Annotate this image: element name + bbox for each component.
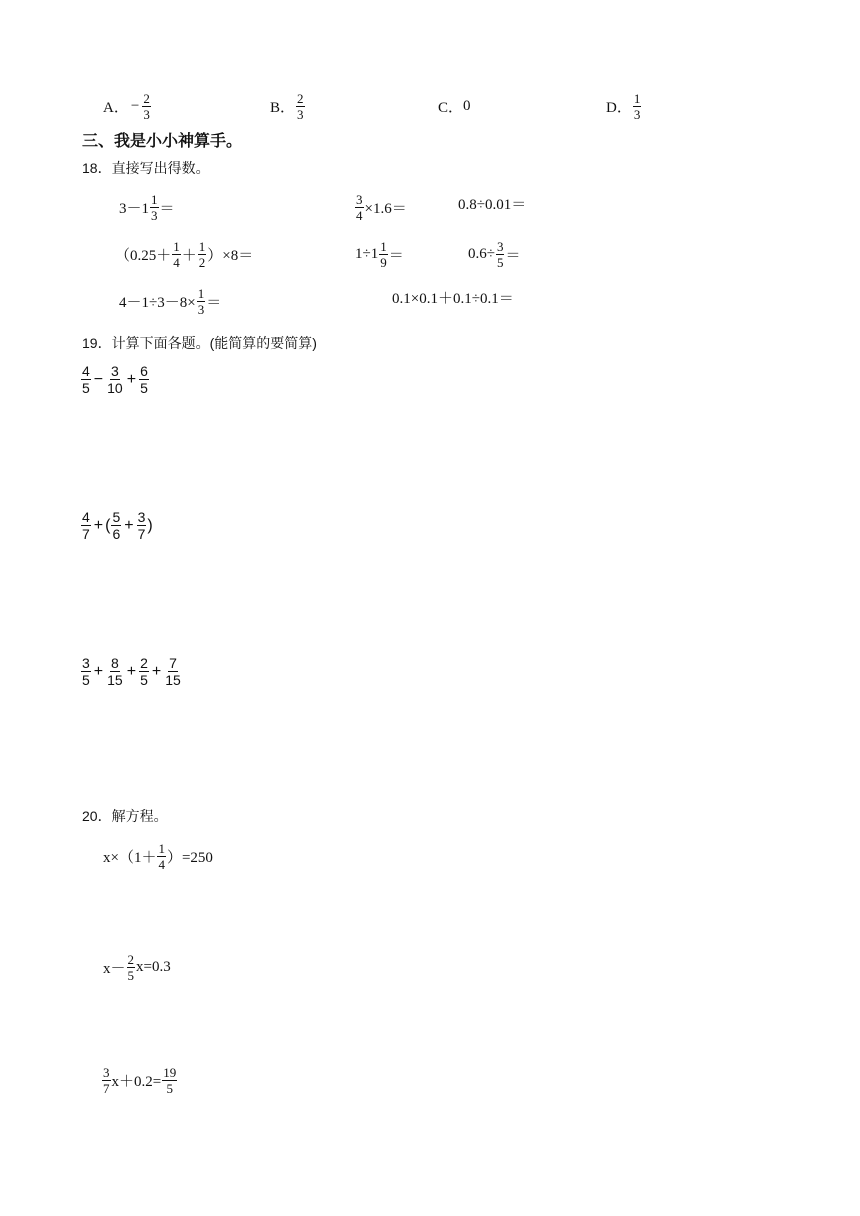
q19-p3-fraction-4 <box>164 656 182 687</box>
q20-equation-1 <box>103 842 213 871</box>
q20-text: 解方程。 <box>111 808 168 824</box>
q20-eq2-num: 2 <box>127 952 135 967</box>
q18-e4-b: ）×8＝ <box>207 248 254 264</box>
q19-p3-d2: 15 <box>107 672 123 688</box>
q19-p1-d3: 5 <box>140 380 148 396</box>
q19-problem-2 <box>80 510 153 541</box>
q18-e4-a: （0.25＋ <box>115 248 172 264</box>
q19-title <box>82 333 317 353</box>
q19-p1-d1: 5 <box>82 380 90 396</box>
q19-number: 19． <box>82 335 112 351</box>
q18-e5-fraction <box>379 240 388 269</box>
q19-p3-n2: 8 <box>111 655 119 671</box>
q18-e6-a: 0.6÷ <box>468 246 495 262</box>
q18-text: 直接写出得数。 <box>111 160 210 176</box>
q18-expr-4 <box>115 240 253 269</box>
q18-e1-b: ＝ <box>159 201 175 217</box>
q19-p3-d4: 15 <box>165 672 181 688</box>
q19-problem-3 <box>80 656 183 687</box>
q18-e8-text: 0.1×0.1＋0.1÷0.1＝ <box>392 291 514 307</box>
q19-p3-fraction-2 <box>106 656 124 687</box>
q18-e7-num: 1 <box>197 286 205 301</box>
q20-eq1-num: 1 <box>158 841 165 856</box>
q18-e4-n2: 1 <box>198 239 206 254</box>
q18-number: 18． <box>82 160 112 176</box>
q18-e2-den: 4 <box>356 208 363 223</box>
q19-p2-d2: 6 <box>112 526 121 542</box>
q18-e4-n1: 1 <box>173 239 180 254</box>
q19-p3-fraction-3 <box>139 656 149 687</box>
q20-eq3-num2: 19 <box>163 1065 177 1080</box>
q20-eq3-den: 7 <box>103 1081 110 1096</box>
q19-p1-fraction-1 <box>81 364 91 395</box>
q19-p1-fraction-3 <box>139 364 149 395</box>
q20-eq2-fraction <box>127 953 136 982</box>
q19-p2-fraction-3 <box>137 510 147 541</box>
option-d-num: 1 <box>633 91 641 106</box>
option-a-fraction <box>142 92 151 121</box>
q19-p3-fraction-1 <box>81 656 91 687</box>
q20-eq2-b: x=0.3 <box>136 959 171 975</box>
q20-eq3-num: 3 <box>103 1065 110 1080</box>
q19-p2-d3: 7 <box>137 526 146 542</box>
q18-expr-2 <box>354 193 407 222</box>
option-a-den: 3 <box>143 107 150 122</box>
q20-eq1-fraction <box>157 842 166 871</box>
q19-p3-n1: 3 <box>82 655 90 671</box>
q18-expr-3 <box>458 193 526 214</box>
option-b-fraction <box>296 92 305 121</box>
q18-e5-a: 1÷1 <box>355 246 379 262</box>
q20-eq3-den2: 5 <box>166 1081 173 1096</box>
option-c-label: C． <box>438 100 464 116</box>
q18-e4-fraction-1 <box>172 240 181 269</box>
option-a-label: A． <box>103 100 129 116</box>
q18-e4-d2: 2 <box>198 255 206 270</box>
q19-p2-n2: 5 <box>112 509 121 525</box>
option-d-den: 3 <box>633 107 641 122</box>
option-b-den: 3 <box>297 107 304 122</box>
q19-p3-op2: + <box>126 662 137 680</box>
q19-p2-d1: 7 <box>82 526 90 542</box>
option-c <box>438 96 471 117</box>
q18-e7-a: 4－1÷3－8× <box>119 295 196 311</box>
q18-expr-7 <box>119 287 221 316</box>
q19-text: 计算下面各题。(能简算的要简算) <box>111 335 317 351</box>
q19-p1-op2: + <box>126 370 137 388</box>
q19-p2-rparen: ) <box>147 516 153 534</box>
option-b-num: 2 <box>297 91 304 106</box>
q19-p2-n3: 3 <box>137 509 146 525</box>
q18-title <box>82 158 210 178</box>
q18-e5-b: ＝ <box>388 248 404 264</box>
q18-e6-den: 5 <box>496 255 504 270</box>
q19-p3-n4: 7 <box>169 655 177 671</box>
q18-expr-8 <box>392 287 514 308</box>
q19-p1-d2: 10 <box>107 380 123 396</box>
q19-p2-op1: + <box>93 516 104 534</box>
q20-number: 20． <box>82 808 112 824</box>
q18-e7-fraction <box>197 287 206 316</box>
option-c-value: 0 <box>463 98 471 114</box>
option-d-label: D． <box>606 100 632 116</box>
q18-e1-a: 3－1 <box>119 201 150 217</box>
q20-title <box>82 806 168 826</box>
q19-p1-fraction-2 <box>106 364 124 395</box>
q18-e1-fraction <box>150 193 159 222</box>
q18-expr-1 <box>119 193 175 222</box>
q18-e4-d1: 4 <box>173 255 180 270</box>
option-a-num: 2 <box>143 91 150 106</box>
q20-eq2-a: x－ <box>103 961 126 977</box>
q19-p1-op1: − <box>93 370 104 388</box>
q19-p2-n1: 4 <box>82 509 90 525</box>
option-d-fraction <box>633 92 642 121</box>
q18-e2-b: ×1.6＝ <box>364 201 407 217</box>
q18-e5-den: 9 <box>380 255 387 270</box>
q18-e6-fraction <box>496 240 505 269</box>
q20-eq1-b: ）=250 <box>166 850 213 866</box>
q19-p2-fraction-2 <box>111 510 121 541</box>
q18-e2-num: 3 <box>356 192 363 207</box>
option-a-sign: − <box>130 98 140 114</box>
option-b <box>270 92 306 121</box>
q18-e7-den: 3 <box>197 302 205 317</box>
q20-eq3-fraction-2 <box>162 1066 177 1095</box>
q19-p1-n1: 4 <box>82 363 90 379</box>
q20-eq3-a: x＋0.2= <box>111 1074 162 1090</box>
q19-p3-op3: + <box>151 662 162 680</box>
section-heading: 三、我是小小神算手。 <box>82 133 243 150</box>
q20-eq3-fraction-1 <box>102 1066 111 1095</box>
q19-p3-d1: 5 <box>82 672 90 688</box>
q19-p3-op1: + <box>93 662 104 680</box>
q20-eq1-a: x×（1＋ <box>103 850 157 866</box>
q20-equation-2 <box>103 953 171 982</box>
q18-e6-b: ＝ <box>505 248 521 264</box>
option-b-label: B． <box>270 100 296 116</box>
q18-e4-plus: ＋ <box>181 248 197 264</box>
q19-problem-1 <box>80 364 150 395</box>
q18-e1-den: 3 <box>151 208 158 223</box>
q18-e2-fraction <box>355 193 364 222</box>
q18-e4-fraction-2 <box>198 240 207 269</box>
q18-e5-num: 1 <box>380 239 387 254</box>
q19-p1-n2: 3 <box>111 363 119 379</box>
q18-e1-num: 1 <box>151 192 158 207</box>
q19-p2-fraction-1 <box>81 510 91 541</box>
q18-expr-6 <box>468 240 521 269</box>
q18-e6-num: 3 <box>496 239 504 254</box>
q19-p1-n3: 6 <box>140 363 148 379</box>
q20-eq2-den: 5 <box>127 968 135 983</box>
q19-p3-d3: 5 <box>140 672 148 688</box>
q18-e3-text: 0.8÷0.01＝ <box>458 197 527 213</box>
option-d <box>606 92 642 121</box>
q19-p2-op2: + <box>124 516 134 534</box>
q20-eq1-den: 4 <box>158 857 165 872</box>
option-a <box>103 92 152 121</box>
q18-e7-b: ＝ <box>206 295 222 311</box>
q20-equation-3 <box>101 1066 178 1095</box>
q19-p2-lparen: ( <box>105 516 111 534</box>
q18-expr-5 <box>355 240 404 269</box>
q19-p3-n3: 2 <box>140 655 148 671</box>
